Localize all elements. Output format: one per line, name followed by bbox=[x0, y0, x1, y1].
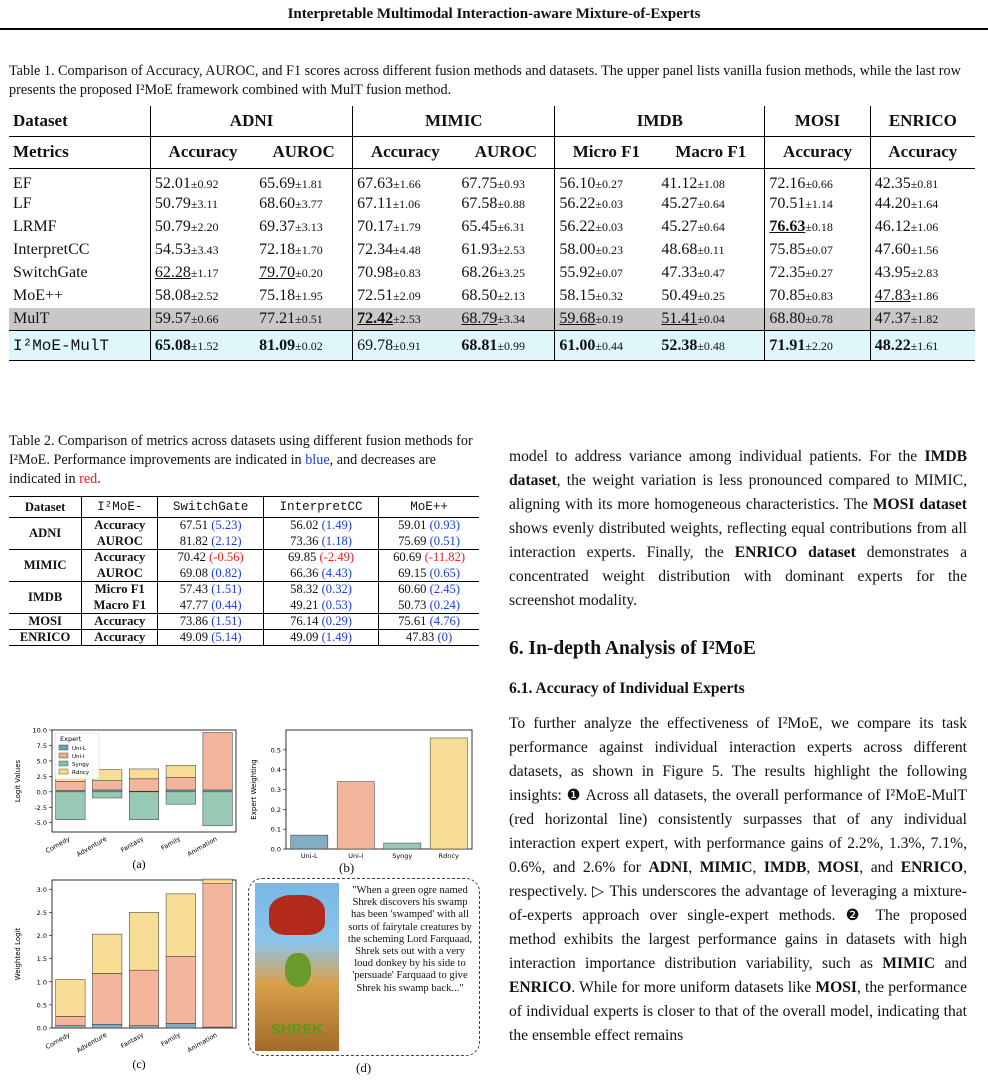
y-tick-label: 1.5 bbox=[36, 955, 47, 964]
legend-label: Uni-L bbox=[72, 746, 87, 752]
plot-quote: "When a green ogre named Shrek discovers his swamp has been 'swamped' with all sorts of fairytale creatures by the scheming Lord Farquaad, Shrek sets out with a very loud donkey by his side to 'persuade' Farquaad to give Shrek his swamp back..." bbox=[347, 885, 473, 994]
legend-swatch bbox=[59, 769, 68, 774]
value-cell: 58.15±0.32 bbox=[555, 285, 657, 308]
legend-swatch bbox=[59, 761, 68, 766]
value-cell: 70.98±0.83 bbox=[353, 262, 458, 285]
bar-segment-Uni-I bbox=[92, 973, 121, 1024]
table1-dataset-header bbox=[9, 106, 975, 136]
dataset-cell: MOSI bbox=[9, 614, 82, 630]
value-cell: 65.69±1.81 bbox=[259, 174, 323, 192]
value-cell: 75.18±1.95 bbox=[259, 287, 323, 304]
metric-cell: Accuracy bbox=[82, 518, 158, 534]
metric-header: Accuracy bbox=[870, 136, 975, 168]
bar-Uni-L bbox=[291, 835, 328, 849]
y-axis-label: Expert Weighting bbox=[250, 759, 258, 820]
value-cell: 67.11±1.06 bbox=[353, 193, 458, 216]
value-cell: 47.33±0.47 bbox=[661, 264, 725, 281]
header-cell: Dataset bbox=[9, 497, 82, 518]
value-cell: 54.53±3.43 bbox=[150, 239, 255, 262]
value-cell: 60.69 (-11.82) bbox=[379, 550, 479, 566]
value-cell: 65.45±6.31 bbox=[461, 218, 525, 235]
value-cell: 72.16±0.66 bbox=[765, 168, 870, 193]
value-cell: 44.20±1.64 bbox=[870, 193, 975, 216]
legend-title: Expert bbox=[60, 735, 82, 743]
value-cell: 77.21±0.51 bbox=[255, 308, 353, 331]
method-name: EF bbox=[13, 174, 32, 192]
value-cell: 58.00±0.23 bbox=[555, 239, 657, 262]
y-tick-label: 1.0 bbox=[36, 978, 47, 987]
logit-chart bbox=[12, 726, 245, 871]
metric-header: Macro F1 bbox=[657, 136, 765, 168]
bar-segment-Rdncy bbox=[129, 769, 158, 779]
y-tick-label: 10.0 bbox=[32, 726, 47, 735]
metric-cell: Accuracy bbox=[82, 614, 158, 630]
dataset-header: ADNI bbox=[150, 106, 352, 136]
metric-header: Accuracy bbox=[765, 136, 870, 168]
bar-segment-Rdncy bbox=[203, 879, 232, 884]
bar-segment-Rdncy bbox=[92, 934, 121, 973]
value-cell: 47.60±1.56 bbox=[870, 239, 975, 262]
value-cell: 49.21 (0.53) bbox=[263, 598, 378, 614]
value-cell: 45.27±0.64 bbox=[661, 195, 725, 212]
value-cell: 72.18±1.70 bbox=[259, 241, 323, 258]
x-tick-label: Uni-L bbox=[300, 852, 318, 860]
bar-segment-Uni-L bbox=[56, 1026, 85, 1028]
value-cell: 50.79±3.11 bbox=[150, 193, 255, 216]
y-tick-label: 5.0 bbox=[36, 757, 47, 766]
bar-Syngy bbox=[384, 843, 421, 849]
value-cell: 59.01 (0.93) bbox=[379, 518, 479, 534]
bar-segment-Uni-L bbox=[92, 1024, 121, 1028]
value-cell: 43.95±2.83 bbox=[870, 262, 975, 285]
bar-segment-Uni-I bbox=[92, 781, 121, 790]
figure-b bbox=[248, 726, 480, 871]
x-tick-label: Rdncy bbox=[438, 852, 459, 860]
legend-swatch bbox=[59, 753, 68, 758]
x-tick-label: Fantasy bbox=[119, 1030, 145, 1051]
value-cell: 71.91±2.20 bbox=[765, 331, 870, 361]
figure-c bbox=[12, 872, 245, 1072]
table2-caption: Table 2. Comparison of metrics across datasets using different fusion methods for I²MoE. Performance improvements are indicated in blue, and decreases are indicated in red. bbox=[9, 433, 473, 487]
table-row bbox=[9, 193, 975, 216]
value-cell: 62.28±1.17 bbox=[150, 262, 255, 285]
method-name: I²MoE-MulT bbox=[9, 331, 150, 361]
value-cell: 70.42 (-0.56) bbox=[158, 550, 264, 566]
value-cell: 47.37±1.82 bbox=[870, 308, 975, 331]
value-cell: 75.85±0.07 bbox=[765, 239, 870, 262]
value-cell: 73.86 (1.51) bbox=[158, 614, 264, 630]
header-cell: Dataset bbox=[13, 110, 68, 130]
y-tick-label: 7.5 bbox=[36, 741, 47, 750]
table-row bbox=[9, 308, 975, 331]
value-cell: 59.68±0.19 bbox=[555, 308, 657, 331]
value-cell: 45.27±0.64 bbox=[661, 218, 725, 235]
bar-segment-Rdncy bbox=[166, 894, 195, 956]
movie-poster: SHREK bbox=[255, 883, 339, 1051]
bar-segment-Rdncy bbox=[56, 979, 85, 1016]
value-cell: 68.50±2.13 bbox=[461, 287, 525, 304]
header-cell: I²MoE- bbox=[82, 497, 158, 518]
weight-chart bbox=[248, 726, 480, 871]
bar-segment-Uni-I bbox=[203, 732, 232, 789]
value-cell: 58.08±2.52 bbox=[150, 285, 255, 308]
value-cell: 48.68±0.11 bbox=[661, 241, 725, 258]
x-tick-label: Syngy bbox=[392, 852, 413, 860]
value-cell: 76.63±0.18 bbox=[765, 216, 870, 239]
value-cell: 69.15 (0.65) bbox=[379, 566, 479, 582]
figure-a bbox=[12, 726, 245, 871]
value-cell: 49.09 (5.14) bbox=[158, 630, 264, 646]
bar-segment-Uni-L bbox=[92, 790, 121, 792]
metric-cell: Macro F1 bbox=[82, 598, 158, 614]
bar-segment-Rdncy bbox=[129, 912, 158, 970]
value-cell: 68.79±3.34 bbox=[457, 308, 555, 331]
y-tick-label: -2.5 bbox=[34, 803, 47, 812]
metric-cell: Accuracy bbox=[82, 550, 158, 566]
panel-label: (c) bbox=[132, 1057, 146, 1071]
bar-segment-Uni-I bbox=[56, 781, 85, 790]
table-row-ours bbox=[9, 331, 975, 361]
value-cell: 70.51±1.14 bbox=[765, 193, 870, 216]
x-tick-label: Comedy bbox=[44, 834, 72, 856]
header-cell: SwitchGate bbox=[158, 497, 264, 518]
value-cell: 81.82 (2.12) bbox=[158, 534, 264, 550]
table-row bbox=[9, 262, 975, 285]
value-cell: 52.38±0.48 bbox=[657, 331, 765, 361]
value-cell: 69.85 (-2.49) bbox=[263, 550, 378, 566]
y-tick-label: 2.5 bbox=[36, 908, 47, 917]
x-tick-label: Family bbox=[159, 1030, 182, 1049]
table-row bbox=[9, 614, 479, 630]
method-name: MoE++ bbox=[13, 287, 64, 304]
bar-segment-Uni-I bbox=[166, 956, 195, 1023]
value-cell: 51.41±0.04 bbox=[657, 308, 765, 331]
value-cell: 68.60±3.77 bbox=[259, 195, 323, 212]
bar-segment-Syngy bbox=[203, 792, 232, 826]
value-cell: 67.63±1.66 bbox=[353, 168, 458, 193]
value-cell: 47.83±1.86 bbox=[870, 285, 975, 308]
value-cell: 72.34±4.48 bbox=[353, 239, 458, 262]
table-row bbox=[9, 168, 975, 193]
metric-cell: Accuracy bbox=[82, 630, 158, 646]
metric-cell: AUROC bbox=[82, 534, 158, 550]
table2 bbox=[9, 496, 479, 646]
value-cell: 58.32 (0.32) bbox=[263, 582, 378, 598]
table1-caption: Table 1. Comparison of Accuracy, AUROC, and F1 scores across different fusion methods and datasets. The upper panel lists vanilla fusion methods, while the last row presents the proposed I²MoE framework combined with MulT fusion method. bbox=[9, 63, 961, 98]
y-tick-label: 0.3 bbox=[270, 786, 281, 794]
value-cell: 81.09±0.02 bbox=[255, 331, 353, 361]
y-tick-label: 0.0 bbox=[36, 1024, 47, 1033]
value-cell: 67.75±0.93 bbox=[461, 174, 525, 192]
value-cell: 50.79±2.20 bbox=[150, 216, 255, 239]
dataset-header: IMDB bbox=[555, 106, 765, 136]
table-row bbox=[9, 518, 479, 534]
method-name: LF bbox=[13, 195, 32, 212]
bar-segment-Uni-I bbox=[203, 884, 232, 1027]
y-tick-label: 2.0 bbox=[36, 932, 47, 940]
dataset-cell: ENRICO bbox=[9, 630, 82, 646]
bar-segment-Syngy bbox=[56, 792, 85, 820]
label-b: (b) bbox=[339, 860, 355, 875]
value-cell: 56.22±0.03 bbox=[555, 193, 657, 216]
label-d: (d) bbox=[356, 1060, 372, 1075]
value-cell: 68.81±0.99 bbox=[457, 331, 555, 361]
header-cell: MoE++ bbox=[379, 497, 479, 518]
value-cell: 48.22±1.61 bbox=[870, 331, 975, 361]
y-tick-label: 0.0 bbox=[270, 845, 281, 854]
value-cell: 52.01±0.92 bbox=[150, 168, 255, 193]
table-row bbox=[9, 550, 479, 566]
metric-header: AUROC bbox=[457, 136, 555, 168]
method-name: SwitchGate bbox=[13, 264, 88, 281]
value-cell: 50.73 (0.24) bbox=[379, 598, 479, 614]
x-tick-label: Animation bbox=[185, 1030, 219, 1055]
value-cell: 67.58±0.88 bbox=[461, 195, 525, 212]
table1-metric-header bbox=[9, 136, 975, 168]
y-tick-label: 3.0 bbox=[36, 885, 47, 894]
table2-header bbox=[9, 497, 479, 518]
method-name: MulT bbox=[9, 308, 150, 331]
y-tick-label: 0.4 bbox=[270, 766, 281, 775]
value-cell: 60.60 (2.45) bbox=[379, 582, 479, 598]
value-cell: 69.78±0.91 bbox=[353, 331, 458, 361]
dataset-header: ENRICO bbox=[870, 106, 975, 136]
value-cell: 69.08 (0.82) bbox=[158, 566, 264, 582]
bar-segment-Uni-I bbox=[56, 1016, 85, 1025]
legend-label: Uni-I bbox=[72, 754, 85, 760]
bar-segment-Syngy bbox=[129, 792, 158, 820]
legend-label: Rdncy bbox=[72, 770, 90, 776]
x-tick-label: Fantasy bbox=[119, 834, 145, 855]
running-header: Interpretable Multimodal Interaction-aware Mixture-of-Experts bbox=[0, 0, 988, 30]
value-cell: 68.80±0.78 bbox=[765, 308, 870, 331]
dataset-cell: IMDB bbox=[9, 582, 82, 614]
header-cell: Metrics bbox=[9, 136, 150, 168]
metric-header: Micro F1 bbox=[555, 136, 657, 168]
section-6-1-paragraph: To further analyze the effectiveness of I²MoE, we compare its task performance against individual interaction experts across different datasets, as shown in Figure 5. The results highlight the following insights: ❶ Across all datasets, the overall performance of I²MoE-MulT (red horizontal line) consistently surpasses that of any individual interaction expert expert, with performance gains of 2.2%, 1.3%, 7.1%, 0.6%, and 2.6% for ADNI, MIMIC, IMDB, MOSI, and ENRICO, respectively. ▷ This underscores the advantage of leveraging a mixture-of-experts approach over single-expert methods. ❷ The proposed method exhibits the largest performance gains in datasets with high interaction importance distribution variability, such as MIMIC and ENRICO. While for more uniform datasets like MOSI, the performance of individual experts is closer to that of the overall model, indicating that the ensemble effect remains bbox=[509, 715, 968, 1044]
value-cell: 69.37±3.13 bbox=[259, 218, 323, 235]
method-name: LRMF bbox=[13, 218, 57, 235]
value-cell: 70.85±0.83 bbox=[765, 285, 870, 308]
figure-d bbox=[248, 878, 480, 1056]
value-cell: 65.08±1.52 bbox=[150, 331, 255, 361]
metric-cell: AUROC bbox=[82, 566, 158, 582]
y-tick-label: 0.5 bbox=[36, 1001, 47, 1010]
x-tick-label: Animation bbox=[185, 834, 219, 859]
value-cell: 66.36 (4.43) bbox=[263, 566, 378, 582]
value-cell: 70.17±1.79 bbox=[353, 216, 458, 239]
bar-segment-Uni-I bbox=[166, 778, 195, 790]
dataset-header: MIMIC bbox=[353, 106, 555, 136]
dataset-cell: MIMIC bbox=[9, 550, 82, 582]
metric-cell: Micro F1 bbox=[82, 582, 158, 598]
legend-swatch bbox=[59, 745, 68, 750]
x-tick-label: Comedy bbox=[44, 1030, 72, 1052]
value-cell: 68.26±3.25 bbox=[461, 264, 525, 281]
y-tick-label: 0.5 bbox=[270, 746, 281, 755]
header-cell: InterpretCC bbox=[263, 497, 378, 518]
value-cell: 67.51 (5.23) bbox=[158, 518, 264, 534]
table-row bbox=[9, 239, 975, 262]
bar-Rdncy bbox=[430, 738, 467, 849]
value-cell: 61.00±0.44 bbox=[555, 331, 657, 361]
section-6-heading: 6. In-depth Analysis of I²MoE bbox=[509, 638, 756, 659]
y-tick-label: 0.1 bbox=[270, 825, 281, 834]
y-axis-label: Logit Values bbox=[14, 759, 22, 803]
x-tick-label: Adventure bbox=[75, 834, 109, 859]
value-cell: 55.92±0.07 bbox=[555, 262, 657, 285]
y-axis-label: Weighted Logit bbox=[14, 927, 22, 981]
value-cell: 75.69 (0.51) bbox=[379, 534, 479, 550]
dataset-cell: ADNI bbox=[29, 526, 62, 540]
metric-header: Accuracy bbox=[353, 136, 458, 168]
value-cell: 57.43 (1.51) bbox=[158, 582, 264, 598]
x-tick-label: Family bbox=[159, 834, 182, 853]
y-tick-label: 2.5 bbox=[36, 772, 47, 781]
metric-header: AUROC bbox=[255, 136, 353, 168]
value-cell: 49.09 (1.49) bbox=[263, 630, 378, 646]
legend bbox=[55, 733, 99, 779]
table-row bbox=[9, 216, 975, 239]
value-cell: 42.35±0.81 bbox=[870, 168, 975, 193]
bar-segment-Uni-L bbox=[166, 790, 195, 792]
value-cell: 72.51±2.09 bbox=[353, 285, 458, 308]
bar-segment-Syngy bbox=[166, 792, 195, 804]
value-cell: 56.22±0.03 bbox=[555, 216, 657, 239]
x-tick-label: Adventure bbox=[75, 1030, 109, 1055]
y-tick-label: 0.0 bbox=[36, 788, 47, 797]
dataset-header: MOSI bbox=[765, 106, 870, 136]
bar-segment-Uni-L bbox=[166, 1023, 195, 1028]
value-cell: 56.10±0.27 bbox=[555, 168, 657, 193]
value-cell: 50.49±0.25 bbox=[661, 287, 725, 304]
legend-label: Syngy bbox=[72, 762, 89, 768]
table-row bbox=[9, 630, 479, 646]
value-cell: 61.93±2.53 bbox=[461, 241, 525, 258]
table1 bbox=[9, 106, 975, 361]
value-cell: 76.14 (0.29) bbox=[263, 614, 378, 630]
value-cell: 75.61 (4.76) bbox=[379, 614, 479, 630]
bar-segment-Rdncy bbox=[166, 765, 195, 777]
right-column-paragraph: model to address variance among individual patients. For the IMDB dataset, the weight variation is less pronounced compared to MIMIC, aligning with its more homogeneous characteristics. The MOSI dataset shows evenly distributed weights, reflecting equal contributions from all interaction experts. Finally, the ENRICO dataset demonstrates a concentrated weight distribution with dominant experts for the screenshot modality. bbox=[509, 448, 967, 609]
metric-header: Accuracy bbox=[150, 136, 255, 168]
value-cell: 56.02 (1.49) bbox=[263, 518, 378, 534]
table-row bbox=[9, 582, 479, 598]
bar-segment-Uni-L bbox=[129, 1026, 158, 1028]
value-cell: 73.36 (1.18) bbox=[263, 534, 378, 550]
weighted-logit-chart bbox=[12, 872, 245, 1072]
y-tick-label: -5.0 bbox=[34, 819, 47, 828]
section-6-1-heading: 6.1. Accuracy of Individual Experts bbox=[509, 680, 745, 697]
y-tick-label: 0.2 bbox=[270, 805, 281, 814]
bar-segment-Uni-L bbox=[203, 790, 232, 792]
panel-label: (a) bbox=[132, 857, 146, 871]
value-cell: 72.35±0.27 bbox=[765, 262, 870, 285]
table-row bbox=[9, 285, 975, 308]
bar-Uni-I bbox=[337, 782, 374, 849]
value-cell: 72.42±2.53 bbox=[353, 308, 458, 331]
value-cell: 46.12±1.06 bbox=[870, 216, 975, 239]
value-cell: 47.77 (0.44) bbox=[158, 598, 264, 614]
value-cell: 59.57±0.66 bbox=[150, 308, 255, 331]
value-cell: 79.70±0.20 bbox=[259, 264, 323, 281]
bar-segment-Syngy bbox=[92, 792, 121, 798]
method-name: InterpretCC bbox=[13, 241, 90, 258]
value-cell: 41.12±1.08 bbox=[661, 174, 725, 192]
x-tick-label: Uni-I bbox=[348, 852, 364, 860]
value-cell: 47.83 (0) bbox=[379, 630, 479, 646]
bar-segment-Uni-I bbox=[129, 779, 158, 791]
bar-segment-Uni-I bbox=[129, 970, 158, 1026]
